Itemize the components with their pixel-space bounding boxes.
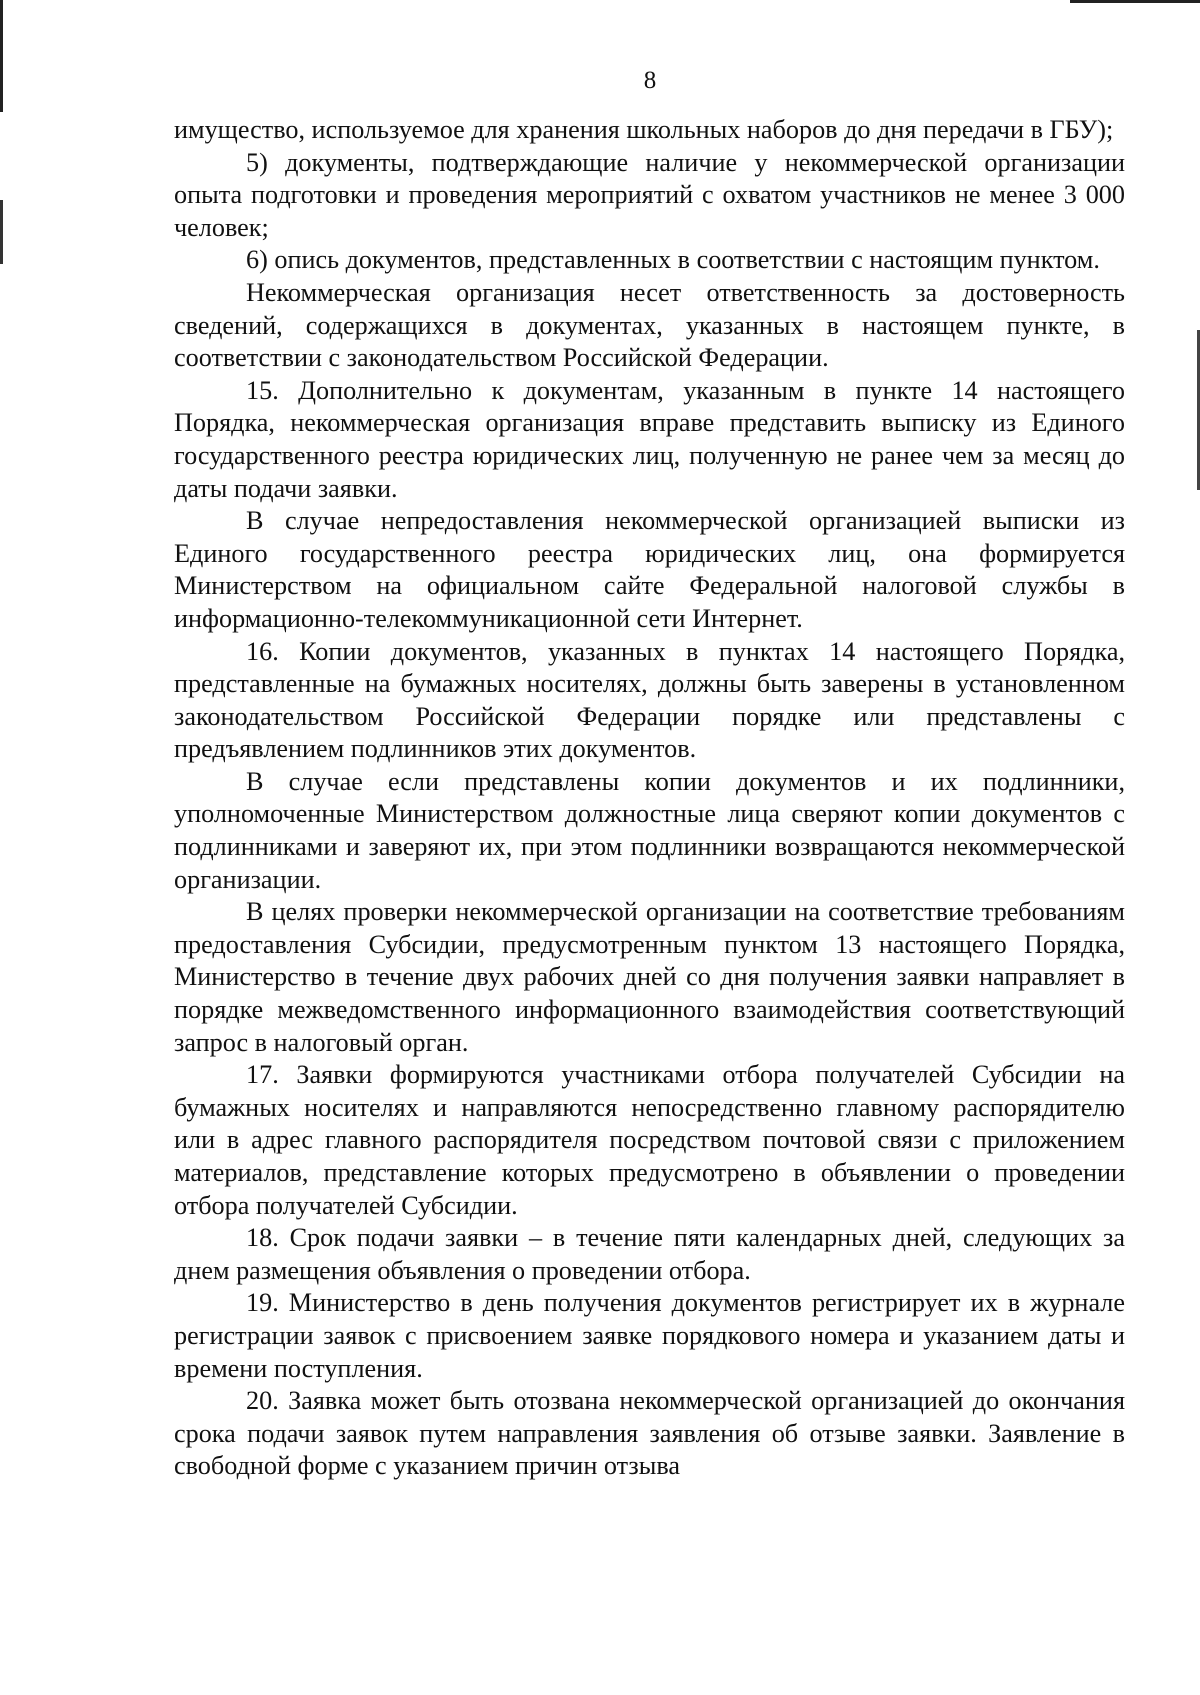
scan-edge-mark <box>0 200 3 264</box>
paragraph-tax-request: В целях проверки некоммерческой организации на соответствие требованиям предоставления Субсидии, предусмотренным пунктом 13 настоящего Порядка, Министерство в течение двух рабочих дней со дня получения заявки направляет в порядке межведомственного информационного взаимодействия соответствующий запрос в налоговый орган. <box>174 897 1125 1057</box>
clause-15: 15. Дополнительно к документам, указанным в пункте 14 настоящего Порядка, некоммерческая организация вправе представить выписку из Единого государственного реестра юридических лиц, полученную не ранее чем за месяц до даты подачи заявки. <box>174 375 1125 503</box>
clause-20: 20. Заявка может быть отозвана некоммерческой организацией до окончания срока подачи заявок путем направления заявления об отзыве заявки. Заявление в свободной форме с указанием причин отзыва <box>174 1386 1125 1481</box>
clause-19: 19. Министерство в день получения документов регистрирует их в журнале регистрации заявок с присвоением заявке порядкового номера и указанием даты и времени поступления. <box>174 1288 1125 1383</box>
list-item-5: 5) документы, подтверждающие наличие у некоммерческой организации опыта подготовки и проведения мероприятий с охватом участников не менее 3 000 человек; <box>174 147 1125 242</box>
clause-16: 16. Копии документов, указанных в пунктах 14 настоящего Порядка, представленные на бумажных носителях, должны быть заверены в установленном законодательством Российской Федерации порядке или представлены с предъявлением подлинников этих документов. <box>174 636 1125 764</box>
page-number: 8 <box>643 67 657 94</box>
clause-17: 17. Заявки формируются участниками отбора получателей Субсидии на бумажных носителях и направляются непосредственно главному распорядителю или в адрес главного распорядителя посредством почтовой связи с приложением материалов, представление которых предусмотрено в объявлении о проведении отбора получателей Субсидии. <box>174 1060 1125 1220</box>
paragraph-egrul-extract: В случае непредоставления некоммерческой организацией выписки из Единого государственного реестра юридических лиц, она формируется Министерством на официальном сайте Федеральной налоговой службы в информационно-телекоммуникационной сети Интернет. <box>174 506 1125 633</box>
paragraph-continuation: имущество, используемое для хранения школьных наборов до дня передачи в ГБУ); <box>174 115 1114 144</box>
paragraph-copies-verification: В случае если представлены копии документов и их подлинники, уполномоченные Министерством должностные лица сверяют копии документов с подлинниками и заверяют их, при этом подлинники возвращаются некоммерческой организации. <box>174 766 1125 894</box>
clause-18: 18. Срок подачи заявки – в течение пяти календарных дней, следующих за днем размещения объявления о проведении отбора. <box>174 1223 1125 1285</box>
list-item-6: 6) опись документов, представленных в соответствии с настоящим пунктом. <box>246 245 1100 275</box>
scan-edge-mark <box>1070 0 1200 3</box>
paragraph-responsibility: Некоммерческая организация несет ответственность за достоверность сведений, содержащихся в документах, указанных в настоящем пункте, в соответствии с законодательством Российской Федерации. <box>174 277 1125 373</box>
document-body <box>174 114 1125 1483</box>
